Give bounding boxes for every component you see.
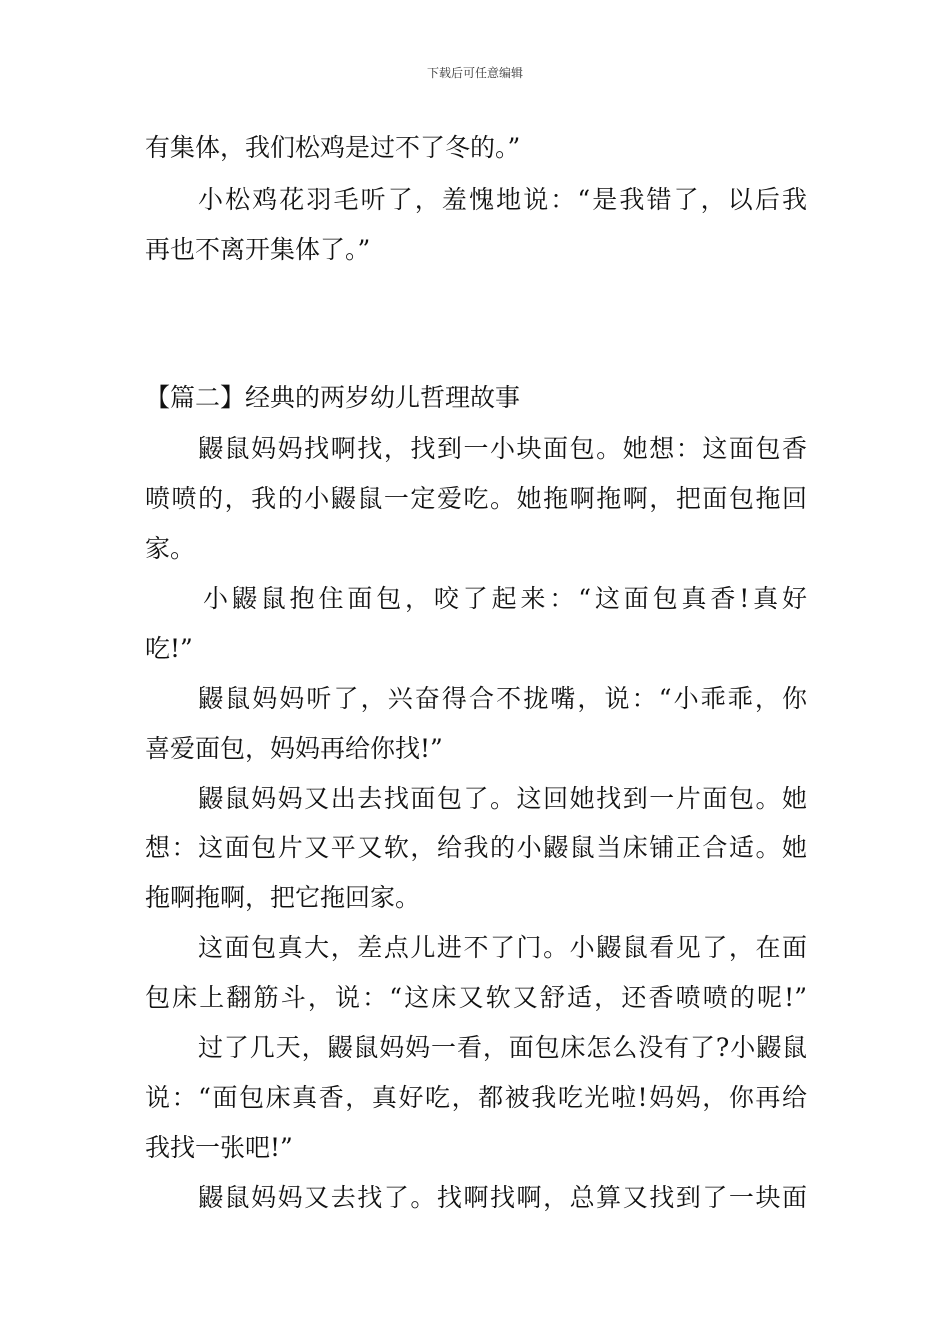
paragraph-line: 小松鸡花羽毛听了，羞愧地说：“是我错了，以后我: [198, 185, 807, 214]
paragraph-line: 这面包真大，差点儿进不了门。小鼹鼠看见了，在面: [198, 933, 807, 962]
text-line: 再也不离开集体了。”: [145, 235, 371, 264]
paragraph-line: 小鼹鼠抱住面包，咬了起来：“这面包真香!真好: [203, 584, 807, 613]
page-header: 下载后可任意编辑: [426, 66, 523, 80]
text-line: 想：这面包片又平又软，给我的小鼹鼠当床铺正合适。她: [145, 833, 807, 862]
section-heading: 【篇二】经典的两岁幼儿哲理故事: [145, 383, 521, 412]
paragraph-line: 鼹鼠妈妈听了，兴奋得合不拢嘴，说：“小乖乖，你: [198, 684, 807, 713]
text-line: 有集体，我们松鸡是过不了冬的。”: [145, 133, 521, 162]
text-line: 说：“面包床真香，真好吃，都被我吃光啦!妈妈，你再给: [145, 1083, 807, 1112]
paragraph-line: 过了几天，鼹鼠妈妈一看，面包床怎么没有了?小鼹鼠: [198, 1033, 807, 1062]
paragraph-line: 鼹鼠妈妈找啊找，找到一小块面包。她想：这面包香: [198, 434, 807, 463]
text-line: 拖啊拖啊，把它拖回家。: [145, 883, 421, 912]
text-line: 包床上翻筋斗，说：“这床又软又舒适，还香喷喷的呢!”: [145, 983, 807, 1012]
text-line: 家。: [145, 534, 196, 563]
text-line: 我找一张吧!”: [145, 1133, 293, 1162]
text-line: 喷喷的，我的小鼹鼠一定爱吃。她拖啊拖啊，把面包拖回: [145, 484, 807, 513]
paragraph-line: 鼹鼠妈妈又去找了。找啊找啊，总算又找到了一块面: [198, 1183, 807, 1212]
text-line: 喜爱面包，妈妈再给你找!”: [145, 734, 443, 763]
text-line: 吃!”: [145, 634, 193, 663]
paragraph-line: 鼹鼠妈妈又出去找面包了。这回她找到一片面包。她: [198, 784, 807, 813]
